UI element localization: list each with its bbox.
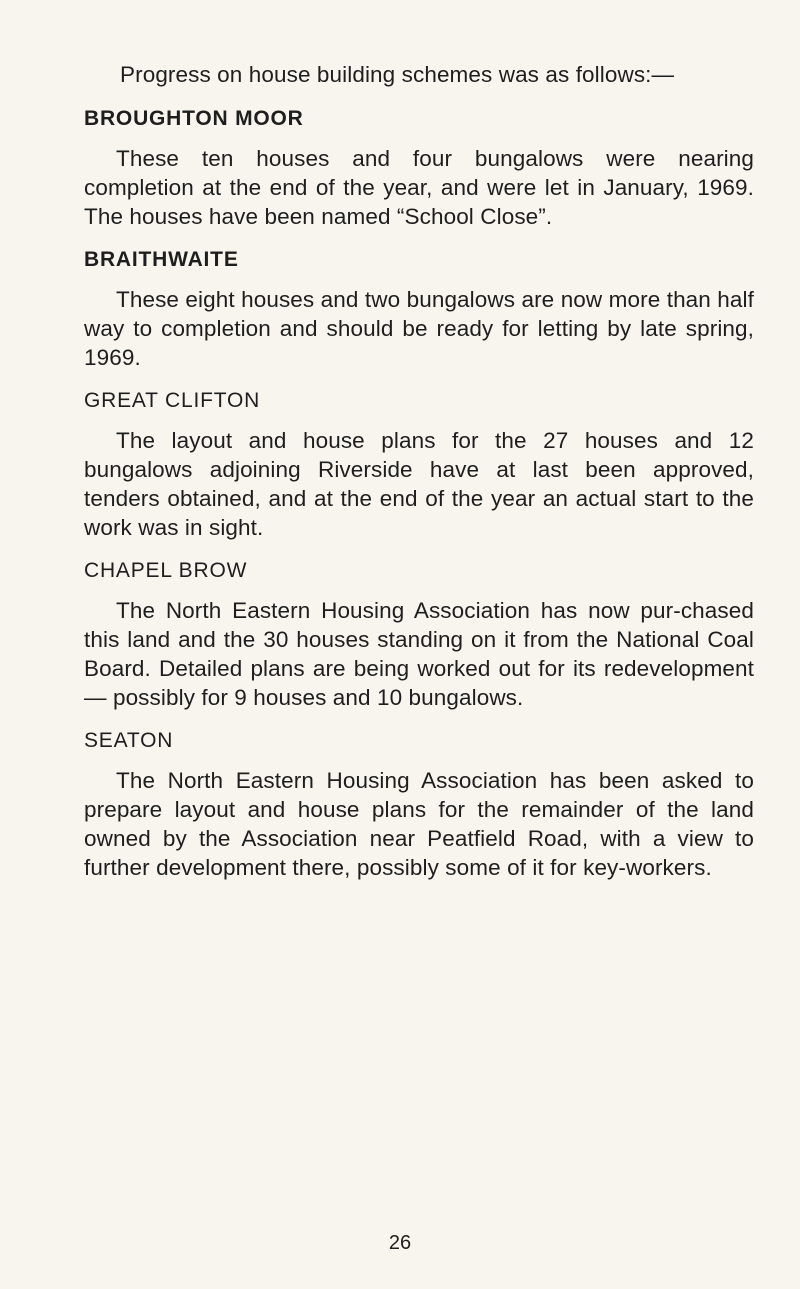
- intro-text: Progress on house building schemes was as follows:—: [120, 62, 675, 87]
- section-paragraph: The North Eastern Housing Association has been asked to prepare layout and house plans for the remainder of the land owned by the Association near Peatfield Road, with a view to further development there, possibly some of it for key-workers.: [84, 768, 754, 880]
- section-paragraph: These ten houses and four bungalows were nearing completion at the end of the year, and were let in January, 1969. The houses have been named “School Close”.: [84, 146, 754, 229]
- document-page: [84, 60, 754, 882]
- section-paragraph: The layout and house plans for the 27 houses and 12 bungalows adjoining Riverside have at last been approved, tenders obtained, and at the end of the year an actual start to the work was in sight.: [84, 428, 754, 540]
- section-chapel-brow: [84, 556, 754, 712]
- page-number: 26: [388, 1232, 412, 1254]
- section-braithwaite: [84, 245, 754, 372]
- section-seaton: [84, 726, 754, 882]
- section-broughton-moor: [84, 104, 754, 231]
- section-heading: CHAPEL BROW: [84, 559, 248, 582]
- section-paragraph: The North Eastern Housing Association has now pur-chased this land and the 30 houses standing on it from the National Coal Board. Detailed plans are being worked out for its redevelopment — possibly for 9 houses and 10 bungalows.: [84, 598, 754, 710]
- section-heading: SEATON: [84, 729, 174, 752]
- section-great-clifton: [84, 386, 754, 542]
- section-heading: GREAT CLIFTON: [84, 389, 261, 412]
- section-heading: BRAITHWAITE: [84, 248, 239, 271]
- section-paragraph: These eight houses and two bungalows are now more than half way to completion and should be ready for letting by late spring, 1969.: [84, 287, 754, 370]
- section-heading: BROUGHTON MOOR: [84, 107, 304, 130]
